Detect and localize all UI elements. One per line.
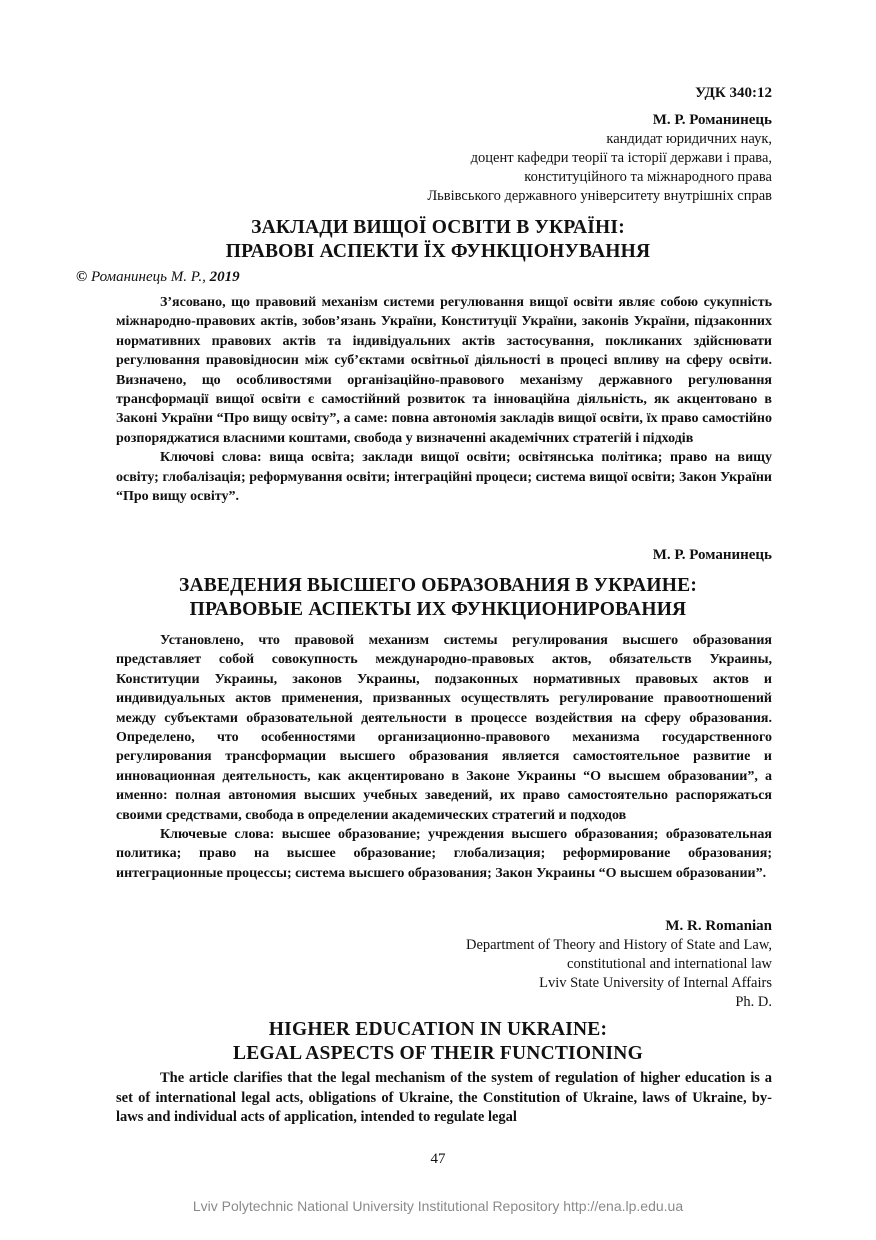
en-abstract: The article clarifies that the legal mechanism of the system of regulation of higher education is a set of international legal acts, obligations of Ukraine, the Constitution of Ukraine, laws of Ukraine, by-laws and individual acts of application, intended to regulate legal <box>116 1070 772 1126</box>
uk-author: М. Р. Романинець <box>652 112 772 128</box>
ru-title-line: ПРАВОВЫЕ АСПЕКТЫ ИХ ФУНКЦИОНИРОВАНИЯ <box>189 599 687 620</box>
uk-abstract-block <box>116 293 772 506</box>
en-title <box>0 1018 876 1066</box>
en-affiliation-line: Department of Theory and History of State and Law, <box>465 937 772 953</box>
ru-title-line: ЗАВЕДЕНИЯ ВЫСШЕГО ОБРАЗОВАНИЯ В УКРАИНЕ: <box>178 575 698 596</box>
ru-abstract: Установлено, что правовой механизм системы регулирования высшего образования представляет собой совокупность международно-правовых актов, обязательств Украины, Конституции Украины, законов Украины, подзаконных нормативных правовых актов и индивидуальных актов применения, призванных осуществлять регулирование правоотношений между субъектами образовательной деятельности в процессе воздействия на сферу образования. Определено, что особенностями организационно-правового механизма государственного регулирования трансформации высшего образования является самостоятельное развитие и инновационная деятельность, как акцентировано в Законе Украины “О высшем образовании”, а именно: полная автономия высших учебных заведений, их право самостоятельно распоряжаться своими средствами, свобода в определении академических стратегий и подходов <box>116 633 772 823</box>
uk-title-line: ЗАКЛАДИ ВИЩОЇ ОСВІТИ В УКРАЇНІ: <box>251 217 625 238</box>
ru-keywords: Ключевые слова: высшее образование; учреждения высшего образования; образовательная политика; право на высшее образование; глобализация; реформирование образования; интеграционные процессы; система высшего образования; Закон Украины “О высшем образовании”. <box>116 827 772 881</box>
en-author: M. R. Romanian <box>665 918 772 934</box>
repository-footer: Lviv Polytechnic National University Institutional Repository http://ena.lp.edu.ua <box>192 1198 684 1214</box>
en-affiliation <box>272 936 772 1012</box>
uk-affiliation-line: конституційного та міжнародного права <box>524 169 772 185</box>
page-number: 47 <box>430 1151 446 1167</box>
uk-keywords: Ключові слова: вища освіта; заклади вищої освіти; освітянська політика; право на вищу освіту; глобалізація; реформування освіти; інтеграційні процеси; система вищої освіти; Закон України “Про вищу освіту”. <box>116 450 772 505</box>
uk-title-line: ПРАВОВІ АСПЕКТИ ЇХ ФУНКЦІОНУВАННЯ <box>225 241 651 262</box>
en-title-line: LEGAL ASPECTS OF THEIR FUNCTIONING <box>233 1043 643 1064</box>
copyright-name: Романинець М. Р., <box>90 269 206 285</box>
copyright-line <box>76 269 240 286</box>
en-abstract-block <box>116 1069 772 1128</box>
ru-author: М. Р. Романинець <box>652 547 772 563</box>
en-affiliation-line: Ph. D. <box>735 994 772 1010</box>
copyright-symbol: © <box>76 269 88 285</box>
uk-affiliation-line: кандидат юридичних наук, <box>606 131 772 147</box>
copyright-year: 2019 <box>209 269 240 285</box>
udk-code: УДК 340:12 <box>695 85 772 101</box>
en-affiliation-line: Lviv State University of Internal Affairs <box>539 975 772 991</box>
uk-affiliation-line: Львівського державного університету внутрішніх справ <box>427 188 772 204</box>
uk-abstract: З’ясовано, що правовий механізм системи регулювання вищої освіти являє собою сукупність міжнародно-правових актів, зобов’язань України, Конституції України, законів України, підзаконних нормативних правових актів та індивідуальних актів застосування, покликаних здійснювати регулювання правовідносин між суб’єктами освітньої діяльності в процесі впливу на сферу освіти. Визначено, що особливостями організаційно-правового механізму державного регулювання трансформації вищої освіти є самостійний розвиток та інноваційна діяльність, як акцентовано в Законі України “Про вищу освіту”, а саме: повна автономія закладів вищої освіти, їх право самостійно розпоряджатися власними коштами, свобода у визначенні академічних стратегій і підходів <box>116 295 772 446</box>
uk-title <box>0 216 876 264</box>
ru-abstract-block <box>116 631 772 883</box>
uk-affiliation-line: доцент кафедри теорії та історії держави і права, <box>470 150 772 166</box>
uk-affiliation <box>272 130 772 206</box>
ru-title <box>0 574 876 622</box>
en-affiliation-line: constitutional and international law <box>567 956 772 972</box>
en-title-line: HIGHER EDUCATION IN UKRAINE: <box>268 1019 608 1040</box>
